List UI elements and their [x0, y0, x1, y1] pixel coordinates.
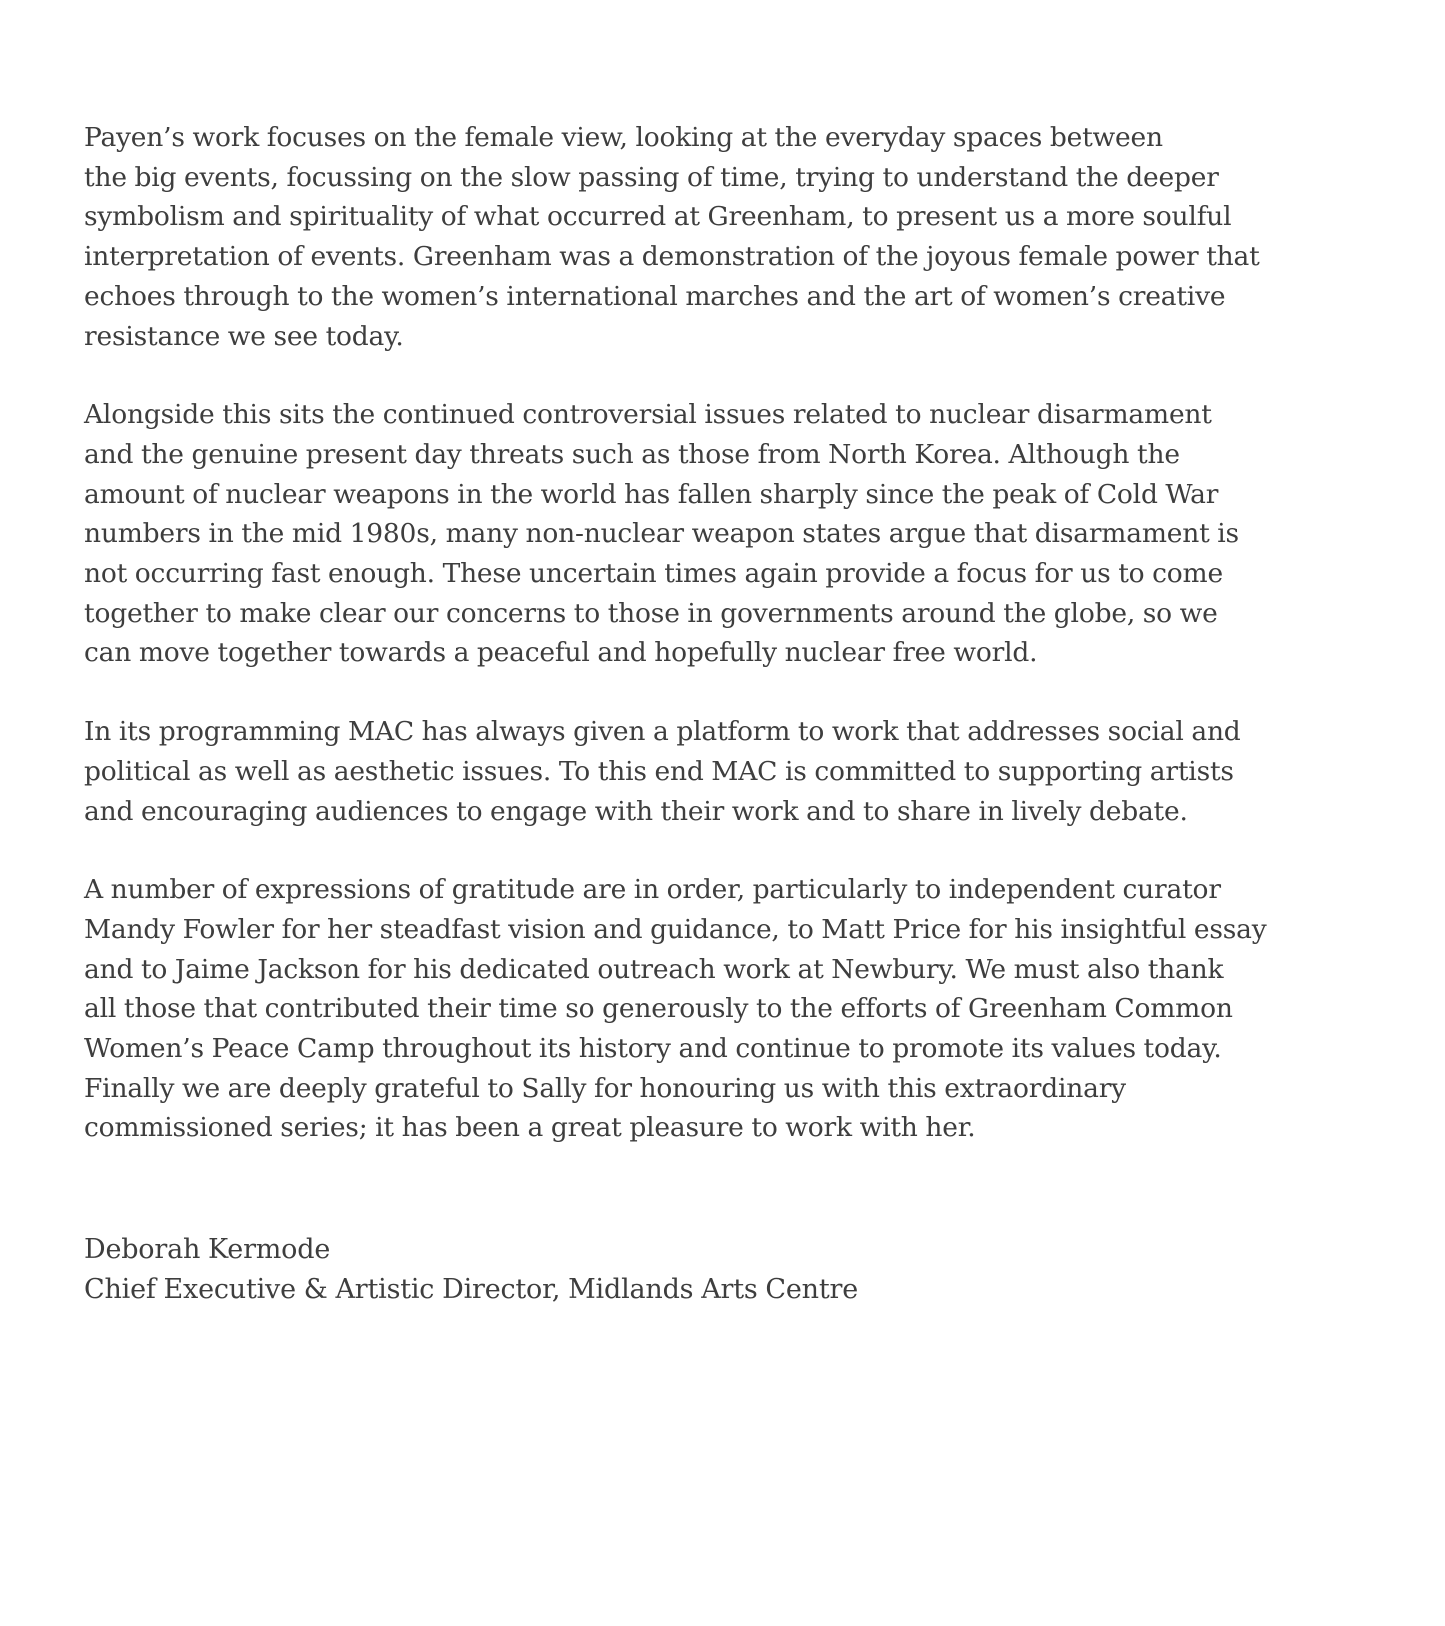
- text-line: Mandy Fowler for her steadfast vision and guidance, to Matt Price for his insightful essay: [84, 913, 1267, 945]
- text-line: numbers in the mid 1980s, many non-nuclear weapon states argue that disarmament is: [84, 518, 1239, 550]
- text-line: Finally we are deeply grateful to Sally for honouring us with this extraordinary: [84, 1072, 1126, 1104]
- text-line: echoes through to the women’s international marches and the art of women’s creative: [84, 280, 1226, 312]
- paragraph-gratitude: [84, 870, 1384, 1148]
- text-line: Alongside this sits the continued controversial issues related to nuclear disarmament: [84, 399, 1212, 431]
- paragraph-intro: [84, 118, 1384, 356]
- body-text: [84, 118, 1384, 1187]
- text-line: not occurring fast enough. These uncertain times again provide a focus for us to come: [84, 558, 1223, 590]
- text-line: together to make clear our concerns to those in governments around the globe, so we: [84, 597, 1218, 629]
- text-line: Women’s Peace Camp throughout its history and continue to promote its values today.: [84, 1033, 1222, 1065]
- text-line: the big events, focussing on the slow passing of time, trying to understand the deeper: [84, 161, 1219, 193]
- signature-block: [84, 1230, 858, 1310]
- signature-name: Deborah Kermode: [84, 1234, 331, 1265]
- text-line: and encouraging audiences to engage with their work and to share in lively debate.: [84, 795, 1188, 827]
- text-line: commissioned series; it has been a great pleasure to work with her.: [84, 1112, 976, 1144]
- text-line: interpretation of events. Greenham was a demonstration of the joyous female power that: [84, 241, 1260, 273]
- text-line: In its programming MAC has always given a platform to work that addresses social and: [84, 716, 1241, 748]
- paragraph-programming: [84, 712, 1384, 831]
- text-line: symbolism and spirituality of what occurred at Greenham, to present us a more soulful: [84, 201, 1232, 233]
- text-line: can move together towards a peaceful and hopefully nuclear free world.: [84, 637, 1038, 669]
- text-line: political as well as aesthetic issues. To this end MAC is committed to supporting artists: [84, 755, 1234, 787]
- paragraph-disarmament: [84, 395, 1384, 673]
- text-line: and the genuine present day threats such as those from North Korea. Although the: [84, 438, 1180, 470]
- text-line: and to Jaime Jackson for his dedicated outreach work at Newbury. We must also thank: [84, 953, 1224, 985]
- text-line: resistance we see today.: [84, 320, 404, 352]
- text-line: Payen’s work focuses on the female view, looking at the everyday spaces between: [84, 122, 1163, 153]
- text-line: all those that contributed their time so generously to the efforts of Greenham Common: [84, 993, 1233, 1025]
- text-line: amount of nuclear weapons in the world has fallen sharply since the peak of Cold War: [84, 478, 1219, 510]
- signature-title: Chief Executive & Artistic Director, Midlands Arts Centre: [84, 1274, 858, 1305]
- text-line: A number of expressions of gratitude are in order, particularly to independent curator: [84, 874, 1221, 906]
